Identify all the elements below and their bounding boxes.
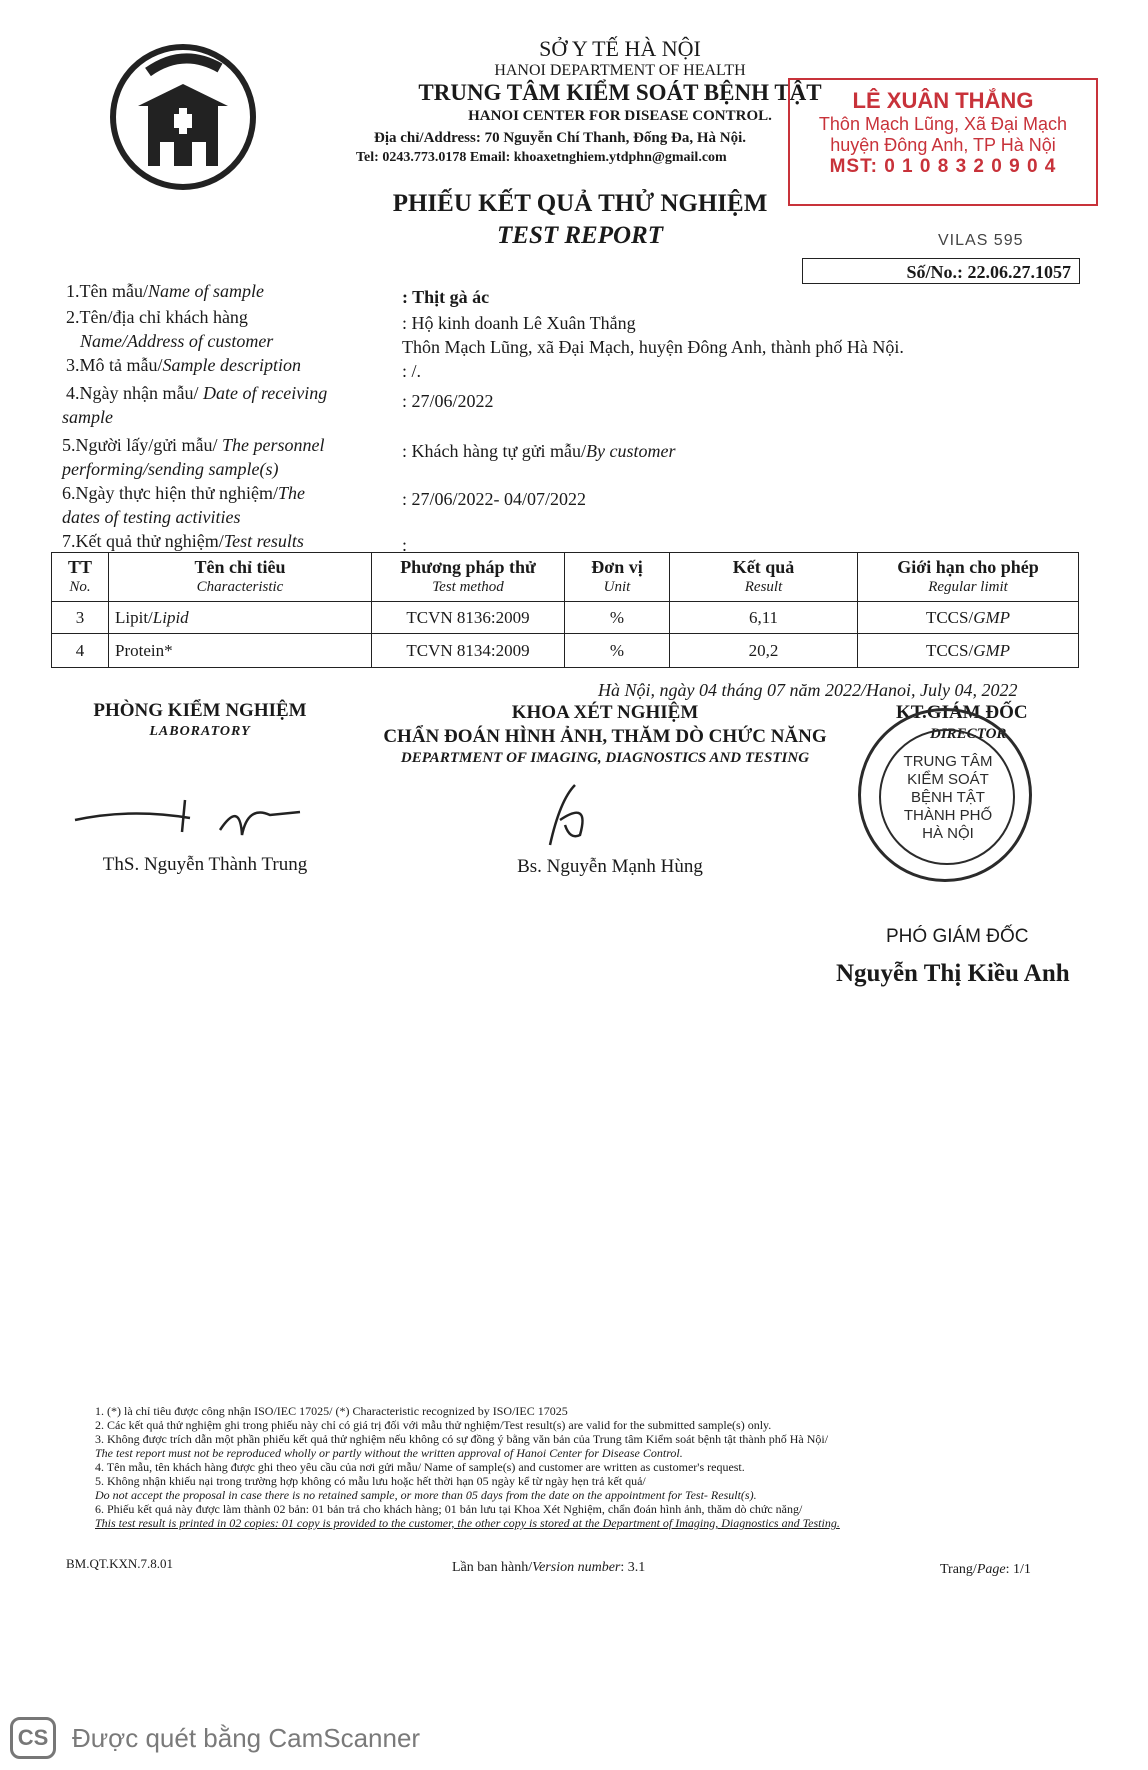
dept-signature [520,780,620,855]
col-header-limit: Giới hạn cho phép Regular limit [858,553,1079,602]
table-header-row [52,553,1079,602]
ministry-name-en: HANOI DEPARTMENT OF HEALTH [494,62,746,79]
camscanner-logo: CS [10,1717,56,1759]
col-header-result: Kết quả Result [670,553,858,602]
note-item: 1. (*) là chỉ tiêu được công nhận ISO/IEC 17025/ (*) Characteristic recognized by ISO/IEC 17025 [95,1404,568,1418]
vilas-mark: VILAS 595 [938,232,1024,249]
version-number: Lần ban hành/Version number: 3.1 [452,1560,646,1575]
table-row [52,602,1079,634]
lab-title: PHÒNG KIỂM NGHIỆM [93,700,307,721]
cell-limit: TCCS/GMP [858,602,1079,634]
col-header-unit: Đơn vị Unit [565,553,670,602]
issue-date: Hà Nội, ngày 04 tháng 07 năm 2022/Hanoi, July 04, 2022 [598,680,1018,700]
report-title-en: TEST REPORT [497,222,663,249]
field-customer-label-en: Name/Address of customer [80,331,274,351]
field-sender-label: 5.Người lấy/gửi mẫu/ The personnel [62,435,325,455]
field-received-value: : 27/06/2022 [402,391,494,411]
cell-limit: TCCS/GMP [858,634,1079,668]
note-item: 2. Các kết quả thử nghiệm ghi trong phiếu này chỉ có giá trị đối với mẫu thử nghiệm/Test result(s) are valid for the submitted sample(s) only. [95,1418,772,1432]
table-row [52,634,1079,668]
cell-method: TCVN 8136:2009 [372,602,565,634]
note-item: This test result is printed in 02 copies: 01 copy is provided to the customer, the other copy is stored at the Department of Imaging, Diagnostics and Testing. [95,1516,840,1530]
customer-stamp-tax: MST: 0 1 0 8 3 2 0 9 0 4 [829,156,1057,177]
note-item: 5. Không nhận khiếu nại trong trường hợp không có mẫu lưu hoặc hết thời hạn 05 ngày kể từ ngày hẹn trả kết quả/ [95,1474,646,1488]
note-item: 3. Không được trích dẫn một phần phiếu kết quả thử nghiệm nếu không có sự đồng ý bằng văn bản của Trung tâm Kiểm soát bệnh tật thành phố Hà Nội/ [95,1432,829,1446]
field-testing-dates-value: : 27/06/2022- 04/07/2022 [402,489,586,509]
dept-title: KHOA XÉT NGHIỆM [511,702,699,723]
dept-title-en: DEPARTMENT OF IMAGING, DIAGNOSTICS AND TESTING [400,750,810,766]
seal-line: HÀ NỘI [922,825,974,842]
customer-stamp [788,78,1098,206]
field-customer-address: Thôn Mạch Lũng, xã Đại Mạch, huyện Đông Anh, thành phố Hà Nội. [402,337,904,357]
seal-line: TRUNG TÂM [903,753,993,770]
field-testing-dates-label-2: dates of testing activities [62,507,241,527]
note-item: Do not accept the proposal in case there is no retained sample, or more than 05 days from the date on the appointment for Test- Result(s). [95,1488,757,1502]
cell-result: 20,2 [670,634,858,668]
field-customer-label: 2.Tên/địa chỉ khách hàng [66,307,248,327]
note-item: 6. Phiếu kết quả này được làm thành 02 bản: 01 bản trả cho khách hàng; 01 bản lưu tại Khoa Xét Nghiệm, chẩn đoán hình ảnh, thăm dò chức năng/ [95,1502,803,1516]
cell-no: 3 [52,602,109,634]
col-header-characteristic: Tên chỉ tiêu Characteristic [109,553,372,602]
field-customer-value: : Hộ kinh doanh Lê Xuân Thắng [402,313,636,333]
dept-title-2: CHẨN ĐOÁN HÌNH ẢNH, THĂM DÒ CHỨC NĂNG [383,726,827,747]
form-code: BM.QT.KXN.7.8.01 [66,1556,174,1571]
center-contact: Tel: 0243.773.0178 Email: khoaxetnghiem.ytdphn@gmail.com [356,150,727,165]
field-results-colon: : [402,535,408,555]
report-number: Số/No.: 22.06.27.1057 [802,258,1080,284]
notes-list [95,1404,1055,1530]
cell-characteristic: Lipit/Lipid [109,602,372,634]
cdc-logo [108,42,258,192]
director-role: PHÓ GIÁM ĐỐC [886,926,1029,947]
cell-method: TCVN 8134:2009 [372,634,565,668]
seal-line: BỆNH TẬT [911,789,985,806]
note-item: The test report must not be reproduced wholly or partly without the written approval of Hanoi Center for Disease Control. [95,1446,683,1460]
field-sender-value: : Khách hàng tự gửi mẫu/By customer [402,441,676,461]
ministry-name: SỞ Y TẾ HÀ NỘI [539,36,701,61]
cell-result: 6,11 [670,602,858,634]
field-results-label: 7.Kết quả thử nghiệm/Test results [62,531,304,551]
results-table [51,552,1079,668]
lab-signer-name: ThS. Nguyễn Thành Trung [102,854,308,875]
customer-stamp-line2: huyện Đông Anh, TP Hà Nội [830,135,1056,155]
field-sender-label-2: performing/sending sample(s) [62,459,279,479]
cell-unit: % [565,634,670,668]
customer-stamp-line1: Thôn Mạch Lũng, Xã Đại Mạch [818,114,1068,134]
lab-title-en: LABORATORY [149,724,251,739]
field-description-value: : /. [402,361,422,381]
report-title: PHIẾU KẾT QUẢ THỬ NGHIỆM [392,190,768,217]
seal-line: THÀNH PHỐ [903,807,993,824]
col-header-no: TT No. [52,553,109,602]
cell-characteristic: Protein* [109,634,372,668]
director-name: Nguyễn Thị Kiều Anh [836,960,1070,987]
camscanner-text: Được quét bằng CamScanner [72,1723,421,1753]
camscanner-bar [0,1705,1148,1770]
director-title-en: DIRECTOR [930,726,1007,742]
center-name-en: HANOI CENTER FOR DISEASE CONTROL. [468,108,772,124]
cell-unit: % [565,602,670,634]
center-name: TRUNG TÂM KIỂM SOÁT BỆNH TẬT [418,80,822,105]
lab-signature [70,790,310,855]
field-sample-name-label: 1.Tên mẫu/Name of sample [66,281,264,301]
seal-line: KIỂM SOÁT [907,771,989,788]
col-header-method: Phương pháp thử Test method [372,553,565,602]
director-title: KT.GIÁM ĐỐC [896,702,1028,723]
customer-stamp-name: LÊ XUÂN THẮNG [852,88,1034,113]
official-seal [858,708,1032,882]
page-number: Trang/Page: 1/1 [940,1562,1031,1577]
field-received-label: 4.Ngày nhận mẫu/ Date of receiving [66,383,328,403]
field-description-label: 3.Mô tả mẫu/Sample description [66,355,301,375]
field-testing-dates-label: 6.Ngày thực hiện thử nghiệm/The [62,483,305,503]
field-sample-name-value: : Thịt gà ác [402,287,490,307]
dept-signer-name: Bs. Nguyễn Mạnh Hùng [517,856,703,877]
cell-no: 4 [52,634,109,668]
note-item: 4. Tên mẫu, tên khách hàng được ghi theo yêu cầu của nơi gửi mẫu/ Name of sample(s) and customer are written as customer's request. [95,1460,745,1474]
center-address: Địa chỉ/Address: 70 Nguyễn Chí Thanh, Đống Đa, Hà Nội. [374,130,747,146]
field-received-label-2: sample [62,407,113,427]
